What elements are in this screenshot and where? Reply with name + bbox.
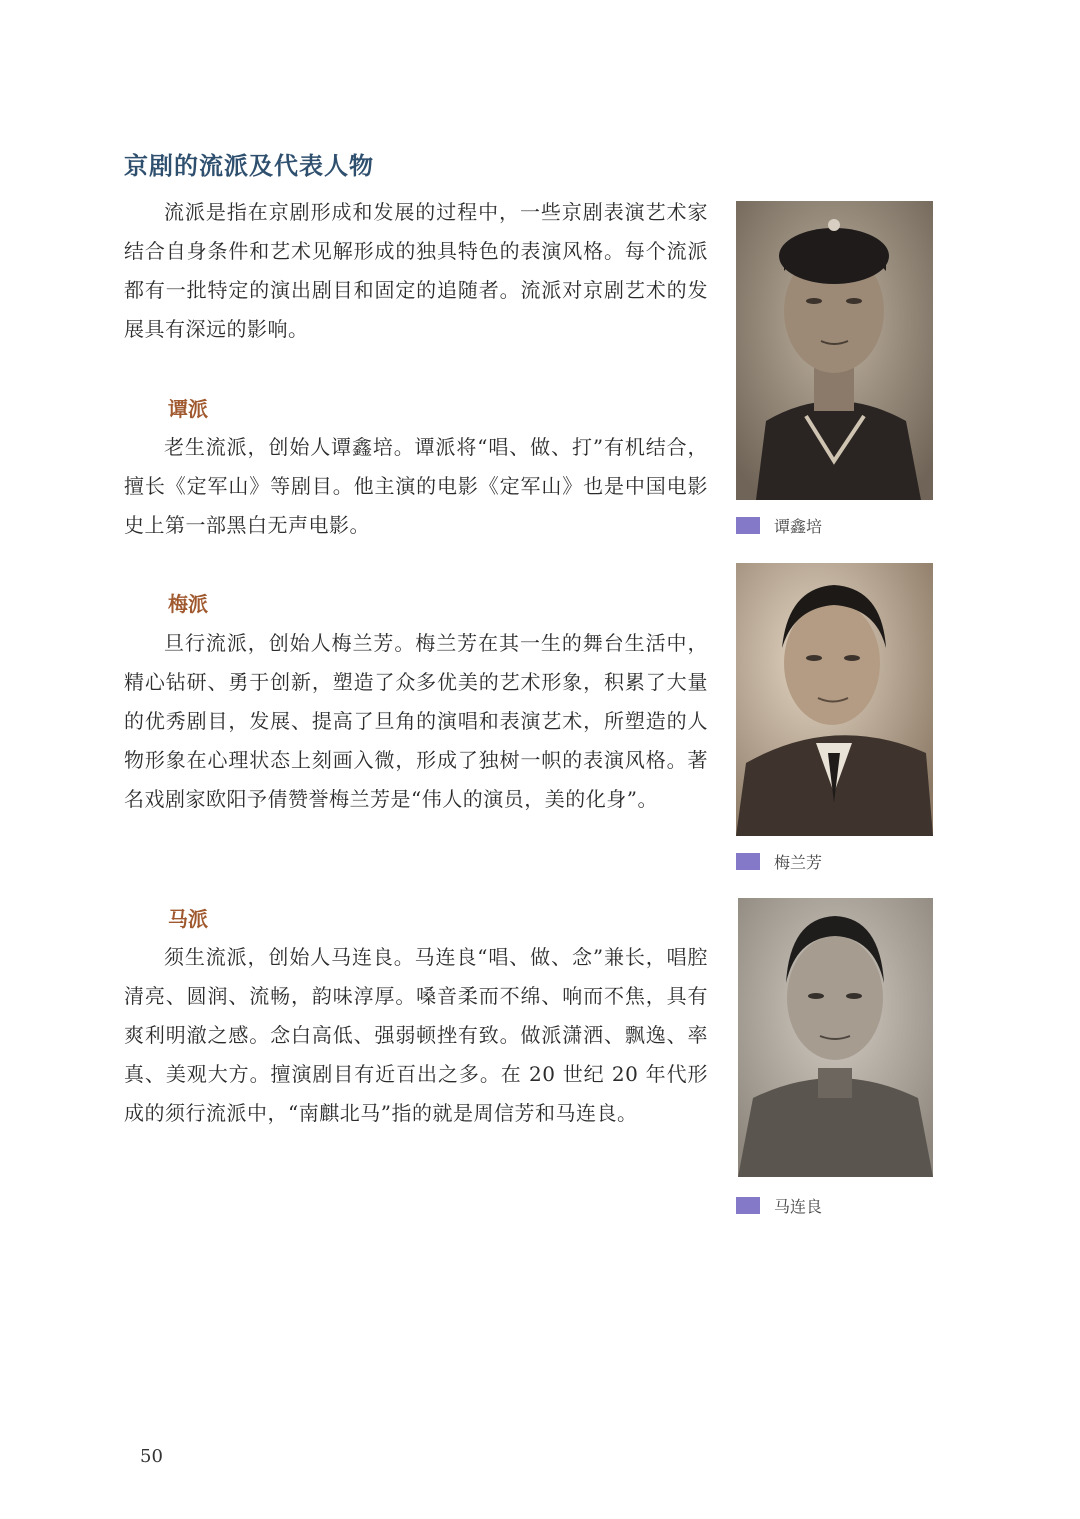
- school-paragraph-mei: 旦行流派，创始人梅兰芳。梅兰芳在其一生的舞台生活中，精心钻研、勇于创新，塑造了众多优美的艺术形象，积累了大量的优秀剧目，发展、提高了旦角的演唱和表演艺术，所塑造的人物形象在心理状态上刻画入微，形成了独树一帜的表演风格。著名戏剧家欧阳予倩赞誉梅兰芳是“伟人的演员，美的化身”。: [124, 631, 708, 811]
- school-title-tan: 谭派: [168, 397, 208, 421]
- caption-text: 谭鑫培: [774, 517, 823, 536]
- school-title-ma: 马派: [168, 907, 208, 931]
- caption-marker: [736, 853, 760, 870]
- caption-mei-lanfang: [736, 850, 822, 873]
- school-paragraph-tan: 老生流派，创始人谭鑫培。谭派将“唱、做、打”有机结合，擅长《定军山》等剧目。他主演的电影《定军山》也是中国电影史上第一部黑白无声电影。: [124, 435, 708, 537]
- caption-tan-xinpei: [736, 514, 822, 537]
- caption-marker: [736, 1197, 760, 1214]
- portrait-mei-lanfang: [736, 563, 933, 836]
- caption-text: 马连良: [774, 1197, 823, 1216]
- portrait-ma-lianliang: [738, 898, 933, 1177]
- page-number: 50: [140, 1446, 163, 1467]
- portrait-tan-xinpei: [736, 201, 933, 500]
- school-title-mei: 梅派: [168, 592, 208, 616]
- school-paragraph-ma: 须生流派，创始人马连良。马连良“唱、做、念”兼长，唱腔清亮、圆润、流畅，韵味淳厚。嗓音柔而不绵、响而不焦，具有爽利明澈之感。念白高低、强弱顿挫有致。做派潇洒、飘逸、率真、美观大方。擅演剧目有近百出之多。在 20 世纪 20 年代形成的须行流派中，“南麒北马”指的就是周信芳和马连良。: [124, 945, 708, 1125]
- section-title: 京剧的流派及代表人物: [124, 151, 374, 180]
- caption-marker: [736, 517, 760, 534]
- caption-text: 梅兰芳: [774, 853, 823, 872]
- intro-paragraph: 流派是指在京剧形成和发展的过程中，一些京剧表演艺术家结合自身条件和艺术见解形成的独具特色的表演风格。每个流派都有一批特定的演出剧目和固定的追随者。流派对京剧艺术的发展具有深远的影响。: [124, 200, 708, 341]
- caption-ma-lianliang: [736, 1194, 822, 1217]
